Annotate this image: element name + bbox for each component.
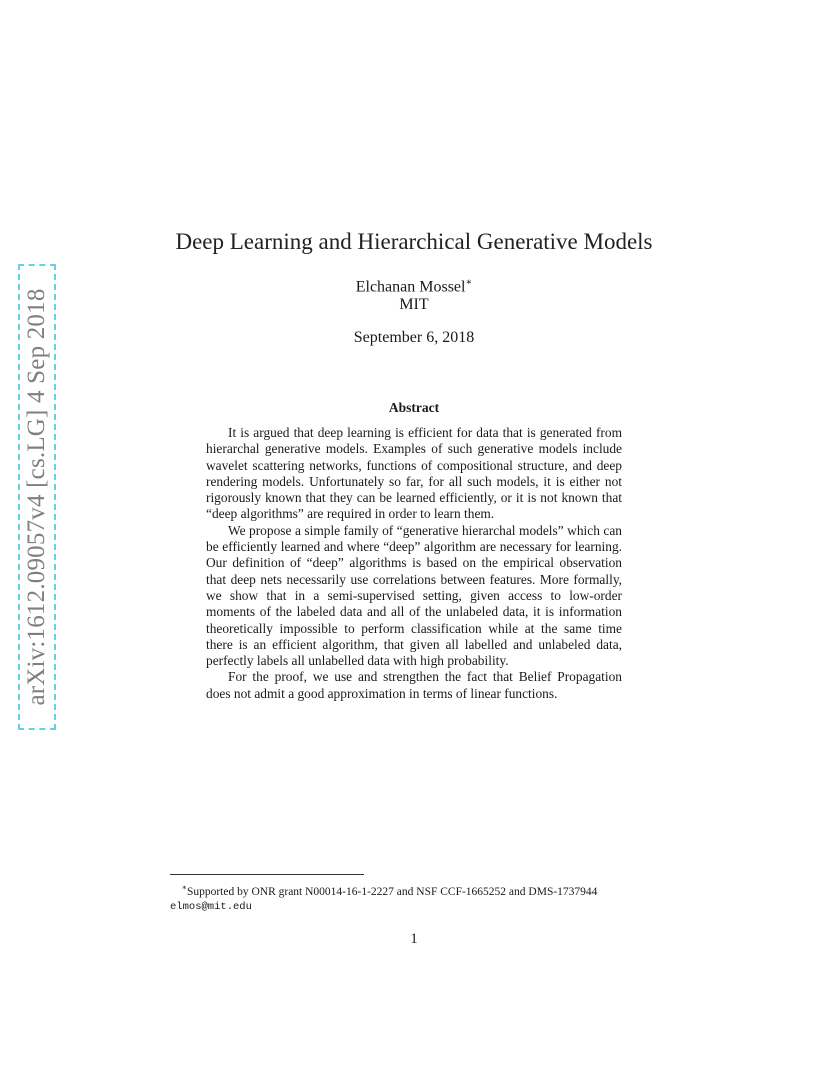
page-number: 1 — [410, 931, 418, 947]
footnote-text: Supported by ONR grant N00014-16-1-2227 and NSF CCF-1665252 and DMS-1737944 — [186, 885, 598, 898]
abstract-paragraph: It is argued that deep learning is efficient for data that is generated from hierarchal generative models. Examples of such generative models include wavelet scattering networks, functions of compositional structure, and deep rendering models. Unfortunately so far, for all such models, it is either not rigorously known that they can be learned efficiently, or it is not known that “deep algorithms” are required in order to learn them. — [206, 425, 622, 522]
arxiv-stamp-text: arXiv:1612.09057v4 [cs.LG] 4 Sep 2018 — [23, 288, 50, 706]
paper-author — [0, 277, 828, 296]
author-name: Elchanan Mossel — [355, 278, 466, 296]
footnote-funding — [170, 880, 670, 900]
footnote-email: elmos@mit.edu — [170, 900, 252, 913]
abstract-body — [206, 425, 622, 702]
abstract-heading: Abstract — [388, 400, 440, 415]
paper-title: Deep Learning and Hierarchical Generative Models — [175, 229, 653, 254]
footnote-rule — [170, 874, 364, 875]
paper-date: September 6, 2018 — [353, 329, 475, 346]
author-footnote-mark: ∗ — [465, 277, 473, 288]
abstract-paragraph: For the proof, we use and strengthen the fact that Belief Propagation does not admit a good approximation in terms of linear functions. — [206, 669, 622, 701]
footnote-mark: ∗ — [181, 883, 187, 892]
author-affiliation: MIT — [399, 296, 429, 313]
abstract-paragraph: We propose a simple family of “generative hierarchal models” which can be efficiently learned and where “deep” algorithm are necessary for learning. Our definition of “deep” algorithms is based on the empirical observation that deep nets necessarily use correlations between features. More formally, we show that in a semi-supervised setting, given access to low-order moments of the labeled data and all of the unlabeled data, it is information theoretically impossible to perform classification while at the same time there is an efficient algorithm, that given all labelled and unlabeled data, perfectly labels all unlabelled data with high probability. — [206, 522, 622, 669]
footnote — [170, 880, 670, 915]
